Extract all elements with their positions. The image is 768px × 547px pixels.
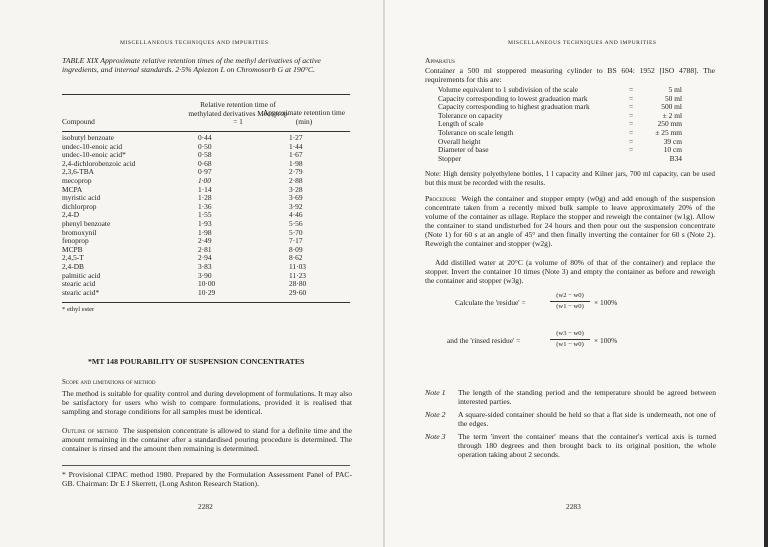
- note-label: Note 2: [425, 410, 446, 419]
- cell-rt: 5·70: [289, 227, 303, 237]
- cell-compound: stearic acid: [62, 279, 96, 289]
- cell-compound: stearic acid*: [62, 287, 100, 297]
- times-100-2: × 100%: [594, 336, 618, 345]
- container-text: Container a 500 ml stoppered measuring cylinder to BS 604: 1952 [ISO 4788]. The requirements for this are:: [425, 66, 715, 84]
- cell-compound: undec-10-enoic acid*: [62, 150, 126, 160]
- cell-rrt: 1·93: [198, 219, 212, 228]
- cell-rt: 3·28: [289, 184, 303, 194]
- cell-compound: palmitic acid: [62, 270, 101, 280]
- spec-eq: =: [629, 145, 634, 155]
- table-header-rule: [62, 131, 350, 132]
- table-caption: TABLE XIX Approximate relative retention times of the methyl derivatives of active ingredients, and internal standards. 2·5% Apiezon L on Chromosorb G at 190°C.: [62, 56, 321, 74]
- frac1-denominator: (w1 − w0): [556, 303, 584, 310]
- spec-label: Diameter of base: [438, 145, 489, 155]
- spec-label: Tolerance on scale length: [438, 128, 514, 137]
- calc-residue-label: Calculate the 'residue' =: [455, 298, 526, 307]
- cell-compound: 2,3,6-TBA: [62, 167, 95, 177]
- spec-label: Stopper: [438, 153, 461, 163]
- cell-compound: phenyl benzoate: [62, 219, 111, 228]
- spec-value: ± 25 mm: [655, 128, 682, 137]
- cell-rt: 3·92: [289, 201, 303, 211]
- cell-rrt: 0·44: [198, 133, 212, 142]
- cell-rt: 3·69: [289, 193, 303, 203]
- cell-rt: 1·98: [289, 158, 303, 168]
- cell-compound: bromoxynil: [62, 227, 97, 237]
- cell-compound: fenoprop: [62, 236, 89, 246]
- book-spine: [383, 0, 385, 547]
- frac2-line: [550, 339, 590, 340]
- cell-compound: mecoprop: [62, 176, 92, 185]
- spec-label: Volume equivalent to 1 subdivision of the scale: [438, 85, 579, 94]
- spec-value: 10 cm: [663, 145, 682, 155]
- cell-rrt: 10·00: [198, 279, 216, 289]
- cell-compound: 2,4,5-T: [62, 253, 84, 263]
- cell-compound: 2,4-D: [62, 210, 80, 220]
- col-header-rrt: Relative retention time of methylated derivatives Mecoprop = 1: [188, 100, 288, 127]
- cell-rrt: 2·49: [198, 236, 212, 246]
- spec-label: Capacity corresponding to lowest graduation mark: [438, 93, 588, 103]
- cell-rt: 1·27: [289, 133, 303, 142]
- footnote-rule: [62, 465, 350, 466]
- cell-rrt: 1·00: [198, 176, 211, 185]
- spec-eq: =: [629, 110, 634, 120]
- table-footnote: * ethyl ester: [62, 306, 95, 313]
- col-header-compound: Compound: [62, 117, 95, 126]
- cell-compound: 2,4-dichlorobenzoic acid: [62, 158, 136, 168]
- cell-rrt: 1·36: [198, 201, 212, 211]
- cell-rrt: 0·68: [198, 158, 212, 168]
- cell-compound: 2,4-DB: [62, 262, 84, 271]
- spec-value: 39 cm: [663, 136, 682, 146]
- note-label: Note 1: [425, 388, 446, 397]
- cell-rrt: 1·55: [198, 210, 212, 220]
- table-top-rule: [62, 94, 350, 95]
- spec-eq: =: [629, 136, 634, 146]
- apparatus-note: Note: High density polyethylene bottles, 1 l capacity and Kilner jars, 700 ml capacity, can be used but this must be recorded with the results.: [425, 170, 715, 187]
- cell-rt: 1·44: [289, 141, 303, 151]
- cell-rrt: 2·94: [198, 253, 212, 263]
- note-label: Note 3: [425, 432, 446, 441]
- page-edge: [764, 0, 768, 547]
- spec-label: Tolerance on capacity: [438, 110, 503, 120]
- cell-compound: MCPB: [62, 244, 83, 254]
- spec-value: 50 ml: [664, 93, 682, 103]
- calc-rinsed-label: and the 'rinsed residue' =: [447, 336, 521, 345]
- procedure-text-2: Add distilled water at 20°C (a volume of 80% of that of the container) and replace the stopper. Invert the container 10 times (Note 3) and empty the container as before and reweigh the container and stopper (w3g).: [425, 258, 715, 285]
- cell-rt: 5·56: [289, 219, 303, 228]
- procedure-paragraph: [425, 194, 715, 248]
- cell-compound: dichlorprop: [62, 201, 97, 211]
- cell-rt: 4·46: [289, 210, 303, 220]
- cell-compound: undec-10-enoic acid: [62, 141, 123, 151]
- frac2-denominator: (w1 − w0): [556, 341, 584, 348]
- cell-rt: 29·60: [289, 287, 307, 297]
- cell-rt: 11·23: [289, 270, 306, 280]
- cell-rt: 2·79: [289, 167, 303, 177]
- cell-rrt: 1·14: [198, 184, 212, 194]
- running-head-left: MISCELLANEOUS TECHNIQUES AND IMPURITIES: [120, 40, 269, 46]
- page-number-left: 2282: [198, 502, 213, 511]
- spec-eq: =: [629, 102, 634, 112]
- apparatus-heading: Apparatus: [425, 56, 455, 65]
- note-text: The length of the standing period and the temperature should be agreed between interested parties.: [458, 388, 716, 406]
- cell-rrt: 1·98: [198, 227, 212, 237]
- spec-label: Overall height: [438, 136, 481, 146]
- outline-heading: Outline of method: [62, 426, 119, 435]
- spec-label: Capacity corresponding to highest graduation mark: [438, 102, 590, 112]
- spec-value: 250 mm: [657, 119, 682, 129]
- outline-text: The suspension concentrate is allowed to stand for a definite time and the amount remaining in the container after a standardised pouring procedure is determined. The container is rinsed and the amount then remaining is determined.: [62, 426, 352, 453]
- running-head-right: MISCELLANEOUS TECHNIQUES AND IMPURITIES: [508, 40, 657, 46]
- spec-value: ± 2 ml: [662, 110, 682, 120]
- spec-value: 500 ml: [661, 102, 682, 112]
- scope-text: The method is suitable for quality control and during development of formulations. It may also be satisfactory for users who wish to compare formulations, provided it is realised that sampling and storage conditions for all samples must be identical.: [62, 389, 352, 416]
- scope-heading: Scope and limitations of method: [62, 378, 156, 386]
- cell-rt: 8·62: [289, 253, 303, 263]
- cell-rt: 7·17: [289, 236, 303, 246]
- cell-rrt: 1·28: [198, 193, 212, 203]
- procedure-text: Weigh the container and stopper empty (w0g) and add enough of the suspension concentrate taken from a recently mixed bulk sample to leave approximately 20% of the volume of the container as ullage. Replace the stopper and reweigh the container (w1g). Allow the container to stand undisturbed for 24 hours and then pour out the suspension concentrate (Note 1) for 60 s at an angle of 45° and then finally inverting the container for 60 s (Note 2). Reweigh the container and stopper (w2g).: [425, 194, 715, 248]
- cell-rrt: 0·58: [198, 150, 212, 160]
- frac2-numerator: (w3 − w0): [556, 330, 584, 337]
- cell-rrt: 10·29: [198, 287, 216, 297]
- spec-eq: =: [629, 119, 634, 129]
- cell-rt: 8·09: [289, 244, 303, 254]
- spec-label: Length of scale: [438, 119, 484, 129]
- cell-rrt: 3·83: [198, 262, 212, 271]
- frac1-numerator: (w2 − w0): [556, 292, 584, 299]
- cell-rt: 28·80: [289, 279, 307, 289]
- section-title: *MT 148 POURABILITY OF SUSPENSION CONCENTRATES: [88, 357, 305, 366]
- cell-rt: 2·88: [289, 176, 303, 185]
- cell-rt: 11·03: [289, 262, 306, 271]
- cell-compound: isobutyl benzoate: [62, 133, 114, 142]
- cell-rrt: 3·90: [198, 270, 212, 280]
- spec-eq: =: [629, 128, 634, 137]
- cell-rrt: 0·50: [198, 141, 212, 151]
- spec-eq: =: [629, 93, 634, 103]
- col-header-rt: Approximate retention time (min): [262, 108, 346, 126]
- spec-eq: =: [629, 85, 634, 94]
- page-number-right: 2283: [566, 502, 581, 511]
- note-text: The term 'invert the container' means that the container's vertical axis is turned through 180 degrees and then brought back to its original position, the whole operation taking about 2 seconds.: [458, 432, 716, 459]
- cell-compound: myristic acid: [62, 193, 101, 203]
- times-100-1: × 100%: [594, 298, 618, 307]
- provisional-note: * Provisional CIPAC method 1980. Prepared by the Formulation Assessment Panel of PAC-GB. Chairman: Dr E J Skerrett, (Long Ashton Research Station).: [62, 470, 352, 488]
- cell-rrt: 2·81: [198, 244, 212, 254]
- cell-rrt: 0·97: [198, 167, 212, 177]
- frac1-line: [550, 301, 590, 302]
- spec-value: 5 ml: [668, 85, 682, 94]
- cell-compound: MCPA: [62, 184, 83, 194]
- spec-value: B34: [669, 153, 682, 163]
- cell-rt: 1·67: [289, 150, 303, 160]
- note-text: A square-sided container should be held so that a flat side is underneath, not one of the edges.: [458, 410, 716, 428]
- outline-paragraph: [62, 426, 352, 453]
- procedure-heading: Procedure: [425, 194, 457, 203]
- table-bottom-rule: [62, 302, 350, 303]
